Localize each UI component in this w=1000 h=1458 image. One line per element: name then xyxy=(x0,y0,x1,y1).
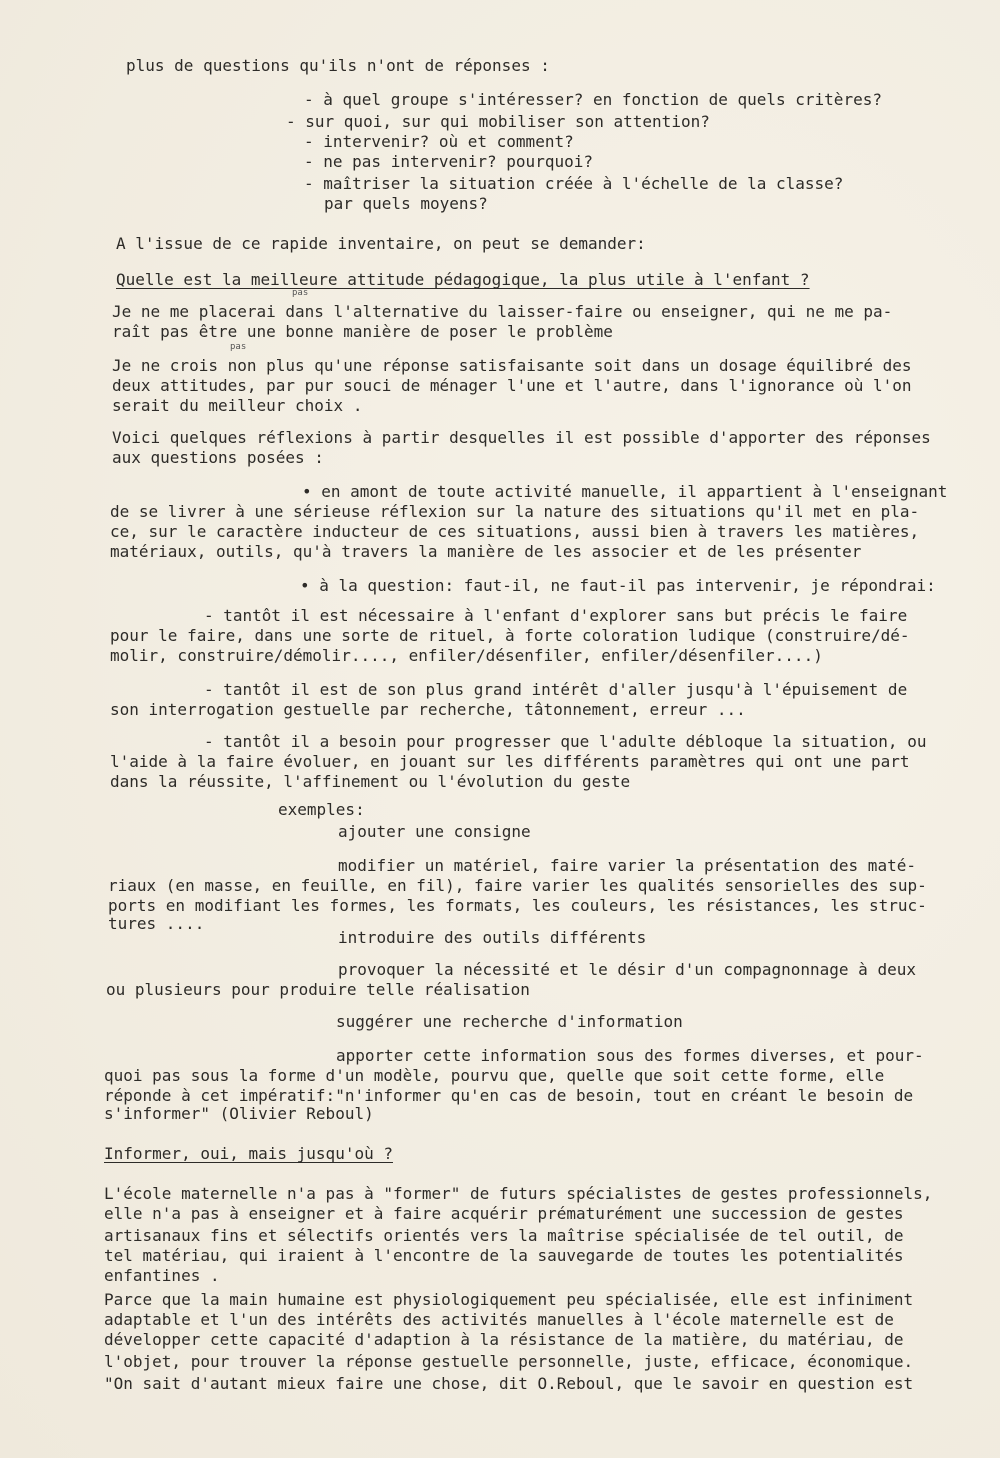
text-line: s'informer" (Olivier Reboul) xyxy=(104,1104,374,1123)
section-heading: Informer, oui, mais jusqu'où ? xyxy=(104,1144,393,1163)
text-line: deux attitudes, par pur souci de ménager l'une et l'autre, dans l'ignorance où l'on xyxy=(112,376,912,395)
text-line: Je ne crois non plus qu'une réponse satisfaisante soit dans un dosage équilibré des xyxy=(112,356,912,375)
text-line: son interrogation gestuelle par recherche, tâtonnement, erreur ... xyxy=(110,700,746,719)
bullet-point: • en amont de toute activité manuelle, il appartient à l'enseignant xyxy=(302,482,948,501)
question-item: - à quel groupe s'intéresser? en fonction de quels critères? xyxy=(304,90,882,109)
text-line: elle n'a pas à enseigner et à faire acquérir prématurément une succession de gestes xyxy=(104,1204,904,1223)
text-line: matériaux, outils, qu'à travers la manière de les associer et de les présenter xyxy=(110,542,862,561)
text-line: - tantôt il est nécessaire à l'enfant d'explorer sans but précis le faire xyxy=(204,606,908,625)
text-line: pour le faire, dans une sorte de rituel, à forte coloration ludique (construire/dé- xyxy=(110,626,910,645)
section-heading: Quelle est la meilleure attitude pédagogique, la plus utile à l'enfant ? xyxy=(116,270,810,289)
question-item: - intervenir? où et comment? xyxy=(304,132,574,151)
bullet-point: • à la question: faut-il, ne faut-il pas intervenir, je répondrai: xyxy=(300,576,936,595)
example-item: apporter cette information sous des formes diverses, et pour- xyxy=(336,1046,924,1065)
text-line: molir, construire/démolir...., enfiler/désenfiler, enfiler/désenfiler....) xyxy=(110,646,823,665)
examples-label: exemples: xyxy=(278,800,365,819)
text-line: réponde à cet impératif:"n'informer qu'en cas de besoin, tout en créant le besoin de xyxy=(104,1086,914,1105)
text-line: plus de questions qu'ils n'ont de réponses : xyxy=(126,56,550,75)
text-line: développer cette capacité d'adaption à la résistance de la matière, du matériau, de xyxy=(104,1330,904,1349)
text-line: adaptable et l'un des intérêts des activités manuelles à l'école maternelle est de xyxy=(104,1310,894,1329)
text-line: l'objet, pour trouver la réponse gestuelle personnelle, juste, efficace, économique. xyxy=(104,1352,914,1371)
text-line: tures .... xyxy=(108,914,205,933)
handwritten-correction: pas xyxy=(230,342,247,352)
text-line: - tantôt il a besoin pour progresser que l'adulte débloque la situation, ou xyxy=(204,732,927,751)
handwritten-correction: pas xyxy=(292,288,309,298)
text-line: - tantôt il est de son plus grand intérêt d'aller jusqu'à l'épuisement de xyxy=(204,680,908,699)
text-line: artisanaux fins et sélectifs orientés vers la maîtrise spécialisée de tel outil, de xyxy=(104,1226,904,1245)
text-line: L'école maternelle n'a pas à "former" de futurs spécialistes de gestes professionnels, xyxy=(104,1184,933,1203)
text-line: riaux (en masse, en feuille, en fil), faire varier les qualités sensorielles des sup- xyxy=(108,876,927,895)
example-item: suggérer une recherche d'information xyxy=(336,1012,683,1031)
example-item: ajouter une consigne xyxy=(338,822,531,841)
example-item: provoquer la nécessité et le désir d'un compagnonnage à deux xyxy=(338,960,916,979)
text-line: tel matériau, qui iraient à l'encontre de la sauvegarde de toutes les potentialités xyxy=(104,1246,904,1265)
question-item: par quels moyens? xyxy=(324,194,488,213)
question-item: - ne pas intervenir? pourquoi? xyxy=(304,152,593,171)
text-line: l'aide à la faire évoluer, en jouant sur les différents paramètres qui ont une part xyxy=(110,752,910,771)
example-item: introduire des outils différents xyxy=(338,928,647,947)
text-line: Parce que la main humaine est physiologiquement peu spécialisée, elle est infiniment xyxy=(104,1290,914,1309)
text-line: "On sait d'autant mieux faire une chose, dit O.Reboul, que le savoir en question est xyxy=(104,1374,914,1393)
question-item: - sur quoi, sur qui mobiliser son attention? xyxy=(286,112,710,131)
example-item: modifier un matériel, faire varier la présentation des maté- xyxy=(338,856,916,875)
text-line: ports en modifiant les formes, les formats, les couleurs, les résistances, les struc- xyxy=(108,896,927,915)
text-line: ou plusieurs pour produire telle réalisation xyxy=(106,980,530,999)
text-line: aux questions posées : xyxy=(112,448,324,467)
text-line: enfantines . xyxy=(104,1266,220,1285)
text-line: ce, sur le caractère inducteur de ces situations, aussi bien à travers les matières, xyxy=(110,522,920,541)
text-line: Je ne me placerai dans l'alternative du laisser-faire ou enseigner, qui ne me pa- xyxy=(112,302,893,321)
text-line: serait du meilleur choix . xyxy=(112,396,363,415)
text-line: A l'issue de ce rapide inventaire, on peut se demander: xyxy=(116,234,646,253)
text-line: dans la réussite, l'affinement ou l'évolution du geste xyxy=(110,772,631,791)
text-line: de se livrer à une sérieuse réflexion sur la nature des situations qu'il met en pla- xyxy=(110,502,920,521)
text-line: raît pas être une bonne manière de poser le problème xyxy=(112,322,613,341)
question-item: - maîtriser la situation créée à l'échelle de la classe? xyxy=(304,174,844,193)
text-line: quoi pas sous la forme d'un modèle, pourvu que, quelle que soit cette forme, elle xyxy=(104,1066,885,1085)
text-line: Voici quelques réflexions à partir desquelles il est possible d'apporter des réponses xyxy=(112,428,931,447)
